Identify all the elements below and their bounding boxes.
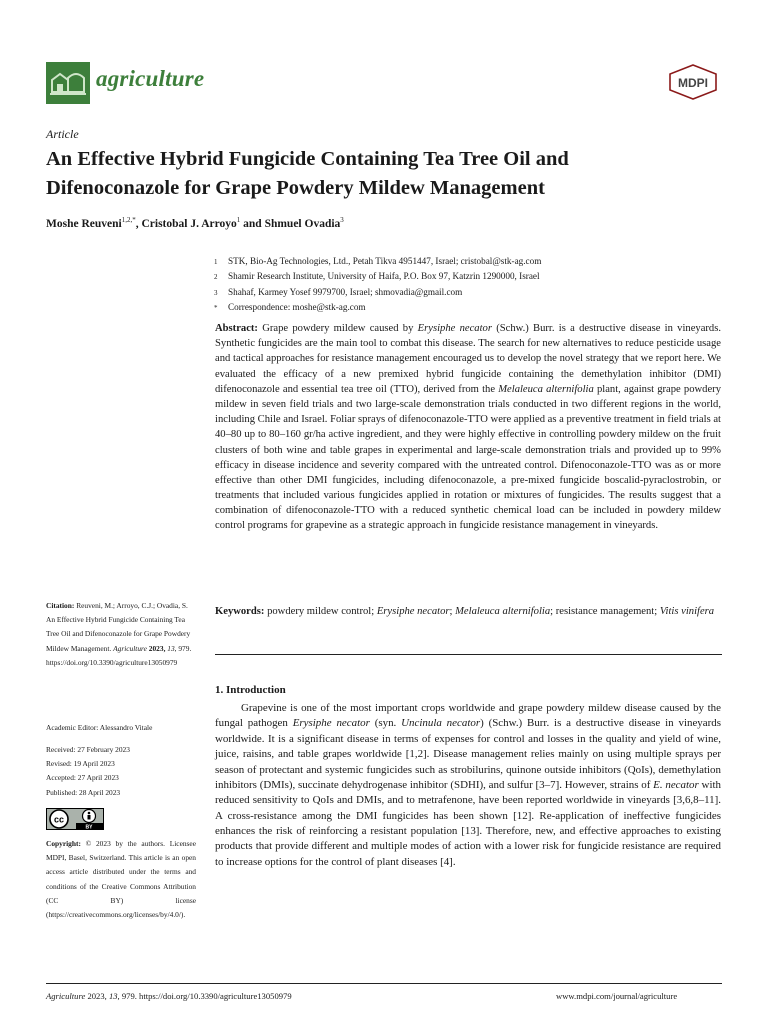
- author-affil-marker: 1: [236, 216, 241, 224]
- footer-divider: [46, 983, 722, 984]
- intro-text: Grapevine is one of the most important crops worldwide and grape powdery mildew disease caused by the fungal pathogen: [215, 702, 721, 730]
- footer-journal-url[interactable]: www.mdpi.com/journal/agriculture: [556, 991, 678, 1001]
- cc-by-text: BY: [85, 824, 93, 830]
- keyword-text: powdery mildew control;: [264, 606, 377, 617]
- affiliation-item: [214, 254, 724, 269]
- affiliation-number: *: [214, 303, 218, 312]
- paper-title-line: An Effective Hybrid Fungicide Containing Tea Tree Oil and: [46, 148, 569, 170]
- intro-species-name: Erysiphe necator: [292, 717, 370, 730]
- citation-label: Citation:: [46, 601, 75, 610]
- author-name: Shmuel Ovadia: [264, 217, 341, 230]
- footer-doi[interactable]: , 979. https://doi.org/10.3390/agriculture13050979: [117, 991, 292, 1001]
- affiliation-text: Correspondence: moshe@stk-ag.com: [228, 301, 366, 312]
- keyword-text: Melaleuca alternifolia: [455, 606, 551, 617]
- publication-dates: [46, 743, 196, 800]
- affiliation-item: [214, 269, 724, 284]
- footer-citation: [46, 991, 292, 1001]
- author-list: [46, 216, 344, 230]
- footer-volume: 13: [108, 991, 118, 1001]
- keyword-text: ; resistance management;: [550, 606, 660, 617]
- section-divider: [215, 654, 722, 655]
- intro-species-name: Uncinula necator: [401, 717, 481, 730]
- copyright-label: Copyright:: [46, 839, 81, 848]
- abstract-text: plant, against grape powdery mildew in seven field trials and two large-scale demonstration trials conducted in two different regions in the world, including Chile and Israel. Foliar sprays of difenoconazole-TTO were applied as a preventive treatment in field trials at 40–80 up to 80–160 gr/ha active ingredient, and they were highly effective in controlling powdery mildew on the fruit clusters of both wine and table grapes in experimental and large-scale demonstration trials and provided up to 99% efficacy in disease incidence and severity compared with the untreated control. Difenoconazole-TTO was as or more effective than other DMI fungicides, including difenoconazole, a pre-mixed fungicide boscalid-pyraclostrobin, or treatments that included various fungicides applied in rotation or mixtures of fungicides. The results suggest that a combination of difenoconazole-TTO with a reduced synthetic chemical load can be included in powdery mildew control programs for grapevine as a strategic approach in fungicide resistance management in vineyards.: [215, 383, 721, 532]
- citation-doi[interactable]: , 979. https://doi.org/10.3390/agriculture13050979: [46, 643, 192, 667]
- keywords-label: Keywords:: [215, 606, 265, 617]
- copyright-text: © 2023 by the authors. Licensee MDPI, Basel, Switzerland. This article is an open access article distributed under the terms and conditions of the Creative Commons Attribution (CC BY) license (https://creativecommons.org/licenses/by/4.0/).: [46, 839, 196, 920]
- affiliation-number: 3: [214, 288, 218, 297]
- keyword-text: Erysiphe necator: [376, 606, 450, 617]
- affiliation-text: Shamir Research Institute, University of Haifa, P.O. Box 97, Katzrin 1290000, Israel: [228, 271, 540, 282]
- abstract-species-name: Erysiphe necator: [417, 323, 492, 334]
- keyword-text: ;: [449, 606, 456, 617]
- date-revised: Revised: 19 April 2023: [46, 759, 115, 769]
- academic-editor: Academic Editor: Alessandro Vitale: [46, 723, 153, 732]
- author-separator: ,: [135, 217, 142, 230]
- citation-year: 2023,: [146, 643, 168, 653]
- keywords: [215, 604, 721, 620]
- author-name: Moshe Reuveni: [46, 217, 122, 230]
- intro-text: with reduced sensitivity to QoIs and DMIs, and to metrafenone, have been reported worldwide in vineyards [3,6,8–11]. A cross-resistance among the DMI fungicides has been shown [12]. Re-application of ineffective fungicides enhances the risk of reinforcing a resistant population [13]. Therefore, new, and effective approaches to existing products that provide different and multiple modes of action with a lower risk for fungicide resistance are required to increase options for the control of plant diseases [4].: [215, 778, 721, 868]
- author-separator: and: [240, 217, 265, 230]
- footer-journal: Agriculture: [46, 991, 86, 1001]
- paper-title: [46, 145, 726, 203]
- cc-by-license-icon[interactable]: [46, 808, 104, 830]
- intro-text: ) (Schw.) Burr. is a destructive disease in vineyards worldwide. It is a significant disease in terms of expenses for control and losses in the quality and yield of wine, juice, raisins, and table grapes worldwide [1,2]. Disease management relies mainly on using multiple sprays per season of protectant and systemic fungicides such as strobilurins, quinone outside inhibitors (QoIs), demethylation inhibitors (DMIs), succinate dehydrogenase inhibitor (SDHI), and sulfur [3–7]. However, strains of: [215, 717, 721, 791]
- date-received: Received: 27 February 2023: [46, 745, 130, 754]
- author-name: Cristobal J. Arroyo: [141, 217, 237, 230]
- affiliations: [214, 254, 724, 315]
- date-accepted: Accepted: 27 April 2023: [46, 773, 119, 783]
- citation-text: Reuveni, M.; Arroyo, C.J.; Ovadia, S. An Effective Hybrid Fungicide Containing Tea Tree Oil and Difenoconazole for Grape Powdery Mildew Management.: [46, 601, 191, 653]
- affiliation-text: STK, Bio-Ag Technologies, Ltd., Petah Tikva 4951447, Israel; cristobal@stk-ag.com: [228, 256, 542, 266]
- abstract-label: Abstract:: [215, 323, 258, 334]
- citation-volume: 13: [167, 643, 175, 653]
- affiliation-text: Shahaf, Karmey Yosef 9979700, Israel; shmovadia@gmail.com: [228, 286, 463, 297]
- abstract: [215, 321, 721, 534]
- agriculture-logo-icon: [46, 62, 90, 104]
- citation-block: [46, 599, 196, 670]
- mdpi-logo-text: MDPI: [678, 76, 708, 90]
- abstract-text: (Schw.) Burr. is a destructive disease in vineyards. Synthetic fungicides are the main tool to combat this disease. The search for new alternatives to reduce pesticide usage and tactical approaches for resistance management encouraged us to develop the novel strategy that we report here. We evaluated the efficacy of a new premixed hybrid fungicide containing the demethylation inhibitor (DMI) difenoconazole and essential tea tree oil (TTO), derived from the: [215, 323, 721, 395]
- affiliation-item: [214, 300, 724, 315]
- keyword-text: Vitis vinifera: [659, 606, 715, 617]
- paper-title-line: Difenoconazole for Grape Powdery Mildew Management: [46, 177, 545, 199]
- intro-text: (syn.: [369, 717, 402, 730]
- affiliation-number: 2: [214, 273, 218, 282]
- date-published: Published: 28 April 2023: [46, 787, 121, 797]
- copyright-notice: [46, 837, 196, 922]
- affiliation-number: 1: [214, 258, 218, 266]
- abstract-species-name: Melaleuca alternifolia: [498, 383, 594, 395]
- author-affil-marker: 3: [340, 216, 344, 224]
- introduction-paragraph: [215, 701, 721, 870]
- citation-journal: Agriculture: [113, 643, 147, 653]
- author-affil-marker: 1,2,*: [121, 216, 136, 224]
- section-heading: 1. Introduction: [215, 684, 286, 696]
- article-type: Article: [46, 127, 79, 141]
- svg-text:cc: cc: [53, 814, 65, 825]
- affiliation-item: [214, 285, 724, 300]
- mdpi-logo-icon: [668, 64, 718, 100]
- abstract-text: Grape powdery mildew caused by: [257, 323, 418, 334]
- intro-species-name: E. necator: [653, 778, 699, 791]
- journal-name: agriculture: [96, 66, 205, 91]
- footer-year: 2023,: [85, 991, 109, 1001]
